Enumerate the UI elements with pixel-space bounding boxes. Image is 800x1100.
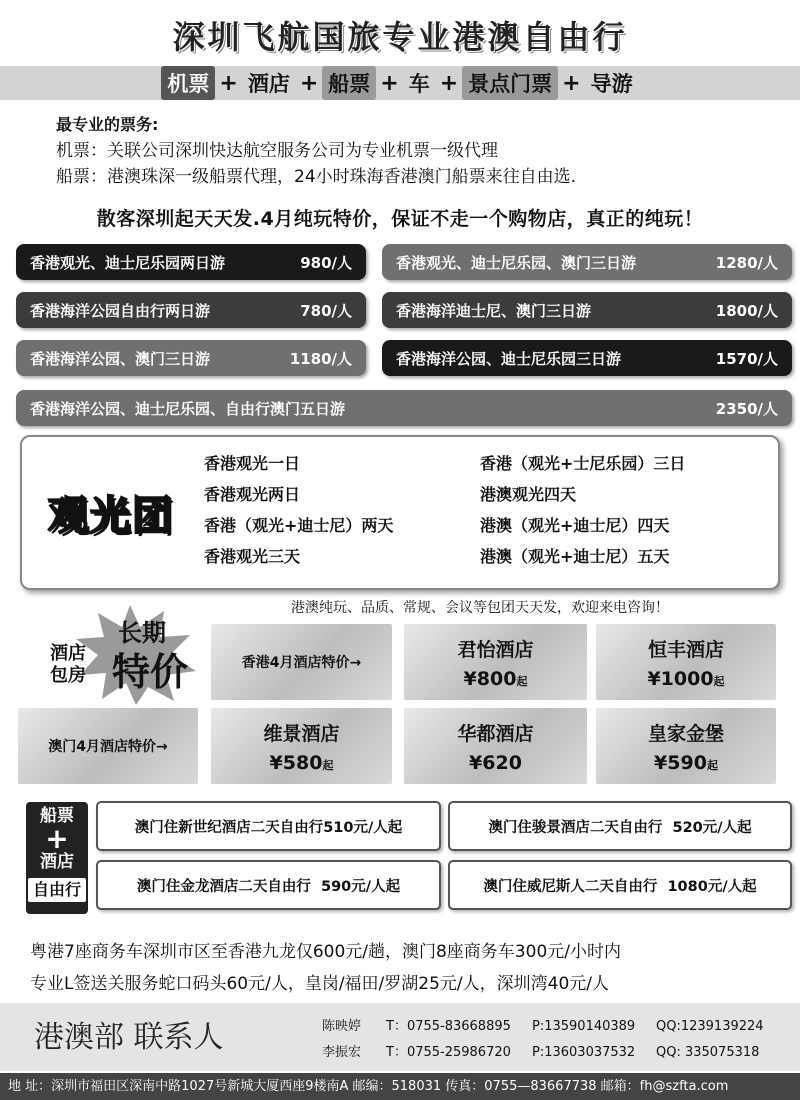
badge-plus: + <box>45 822 69 855</box>
tour-name: 香港海洋公园、迪士尼乐园、自由行澳门五日游 <box>30 399 346 418</box>
ticketing-heading: 最专业的票务: <box>56 115 159 134</box>
hk-hotel-special: 香港4月酒店特价→ <box>241 655 362 671</box>
hk-hotel-tile[interactable] <box>211 624 392 700</box>
ferry-hotel-badge <box>26 802 88 914</box>
sightseeing-item[interactable]: 香港观光两日 <box>204 485 301 504</box>
package-text: 澳门住骏景酒店二天自由行 520元/人起 <box>488 819 752 836</box>
contact-mobile[interactable]: P:13603037532 <box>532 1045 636 1060</box>
badge-ferry: 船票 <box>40 806 74 826</box>
air-ticket-line: 机票：关联公司深圳快达航空服务公司为专业机票一级代理 <box>56 141 498 161</box>
sightseeing-item[interactable]: 香港（观光+士尼乐园）三日 <box>480 454 686 473</box>
package-text: 澳门住威尼斯人二天自由行 1080元/人起 <box>483 878 757 895</box>
hotel-price: ¥800起 <box>463 667 528 690</box>
services-bar <box>0 67 800 99</box>
tour-name: 香港海洋公园自由行两日游 <box>30 301 211 320</box>
tour-price: 980/人 <box>300 253 352 272</box>
plus-sign: + <box>380 70 399 96</box>
hotel-price: ¥620 <box>469 751 522 774</box>
package-text: 澳门住金龙酒店二天自由行 590元/人起 <box>136 878 401 895</box>
tour-pill[interactable] <box>382 244 792 280</box>
tour-pill[interactable] <box>382 340 792 376</box>
tour-pill[interactable] <box>382 292 792 328</box>
plus-sign: + <box>562 70 581 96</box>
hotel-note: 港澳纯玩、品质、常规、会议等包团天天发，欢迎来电咨询！ <box>291 600 669 616</box>
tour-pill[interactable] <box>16 340 366 376</box>
tour-name: 香港海洋公园、澳门三日游 <box>30 349 211 368</box>
contact-qq[interactable]: QQ: 335075318 <box>656 1045 760 1060</box>
hotel-name: 维景酒店 <box>263 722 340 745</box>
plus-sign: + <box>299 70 319 96</box>
promo-special-price: 特价 <box>112 650 189 694</box>
ferry-package[interactable] <box>448 801 792 851</box>
hotel-promo-burst <box>40 605 200 705</box>
service-air: 机票 <box>161 66 215 100</box>
tour-name: 香港观光、迪士尼乐园、澳门三日游 <box>396 253 637 272</box>
contact-department: 港澳部 联系人 <box>34 1020 224 1055</box>
promo-hotel-rooms: 酒店 包房 <box>50 643 86 686</box>
badge-hotel: 酒店 <box>40 852 74 872</box>
contact-tel[interactable]: T：0755-25986720 <box>386 1045 511 1060</box>
tour-name: 香港海洋迪士尼、澳门三日游 <box>396 301 592 320</box>
hotel-tile[interactable] <box>404 624 587 700</box>
sightseeing-list-right <box>480 448 685 572</box>
tour-price: 1180/人 <box>289 349 352 368</box>
tour-pill[interactable] <box>16 292 366 328</box>
hotel-name: 恒丰酒店 <box>647 638 724 661</box>
tour-price: 780/人 <box>300 301 352 320</box>
contact-row <box>322 1040 800 1066</box>
hotel-name: 君怡酒店 <box>457 638 534 661</box>
car-line: 专业L签送关服务蛇口码头60元/人，皇岗/福田/罗湖25元/人，深圳湾40元/人 <box>30 974 610 994</box>
tour-price: 2350/人 <box>715 399 778 418</box>
tour-price: 1800/人 <box>715 301 778 320</box>
tour-name: 香港观光、迪士尼乐园两日游 <box>30 253 226 272</box>
sightseeing-item[interactable]: 港澳观光四天 <box>480 485 577 504</box>
macau-hotel-tile[interactable] <box>18 708 198 784</box>
ferry-package[interactable] <box>448 860 792 910</box>
hotel-tile[interactable] <box>404 708 587 784</box>
package-text: 澳门住新世纪酒店二天自由行510元/人起 <box>134 819 403 836</box>
hotel-price: ¥590起 <box>654 751 718 774</box>
contact-name: 李振宏 <box>322 1045 362 1060</box>
ticketing-info <box>56 112 776 190</box>
hotel-name: 华都酒店 <box>457 722 534 745</box>
ferry-package[interactable] <box>96 860 441 910</box>
page-title: 深圳飞航国旅专业港澳自由行 <box>172 18 628 56</box>
plus-sign: + <box>439 70 459 96</box>
hotel-price: ¥1000起 <box>647 667 725 690</box>
contact-tel[interactable]: T：0755-83668895 <box>386 1019 511 1034</box>
plus-sign: + <box>219 70 238 96</box>
sightseeing-logo: 观光团 <box>48 493 174 539</box>
macau-hotel-special: 澳门4月酒店特价→ <box>48 739 168 755</box>
car-service-info <box>30 936 790 1000</box>
tour-pill[interactable] <box>16 244 366 280</box>
promo-long-term: 长期 <box>118 619 166 647</box>
tour-pill[interactable] <box>16 390 792 426</box>
hotel-name: 皇家金堡 <box>647 722 724 745</box>
badge-free-travel: 自由行 <box>28 878 86 902</box>
sightseeing-item[interactable]: 港澳（观光+迪士尼）四天 <box>480 516 670 535</box>
tour-name: 香港海洋公园、迪士尼乐园三日游 <box>396 349 622 368</box>
hotel-tile[interactable] <box>596 708 776 784</box>
contact-name: 陈映婷 <box>322 1019 362 1034</box>
tour-price: 1570/人 <box>715 349 778 368</box>
service-car: 车 <box>408 72 430 96</box>
contact-row <box>322 1014 800 1040</box>
footer-address: 地 址：深圳市福田区深南中路1027号新城大厦西座9楼南A 邮编：518031 传真：0755—83667738 邮箱：fh@szfta.com <box>0 1073 800 1100</box>
sightseeing-list-left <box>204 448 393 572</box>
hotel-price: ¥580起 <box>269 751 334 774</box>
hotel-tile[interactable] <box>211 708 392 784</box>
sightseeing-item[interactable]: 香港观光三天 <box>204 547 301 566</box>
contact-mobile[interactable]: P:13590140389 <box>532 1019 636 1034</box>
service-ferry: 船票 <box>322 66 376 100</box>
ferry-package[interactable] <box>96 801 441 851</box>
hotel-tile[interactable] <box>596 624 776 700</box>
service-guide: 导游 <box>590 72 633 96</box>
contact-qq[interactable]: QQ:1239139224 <box>656 1019 764 1034</box>
service-hotel: 酒店 <box>247 72 290 96</box>
tour-price: 1280/人 <box>715 253 778 272</box>
slogan: 散客深圳起天天发.4月纯玩特价，保证不走一个购物店，真正的纯玩！ <box>96 208 704 230</box>
service-tickets: 景点门票 <box>462 66 558 100</box>
contact-table <box>322 1014 800 1066</box>
sightseeing-item[interactable]: 香港观光一日 <box>204 454 301 473</box>
sightseeing-item[interactable]: 港澳（观光+迪士尼）五天 <box>480 547 670 566</box>
sightseeing-item[interactable]: 香港（观光+迪士尼）两天 <box>204 516 394 535</box>
ferry-ticket-line: 船票：港澳珠深一级船票代理，24小时珠海香港澳门船票来往自由选. <box>56 167 577 187</box>
car-line: 粤港7座商务车深圳市区至香港九龙仅600元/趟，澳门8座商务车300元/小时内 <box>30 942 621 962</box>
